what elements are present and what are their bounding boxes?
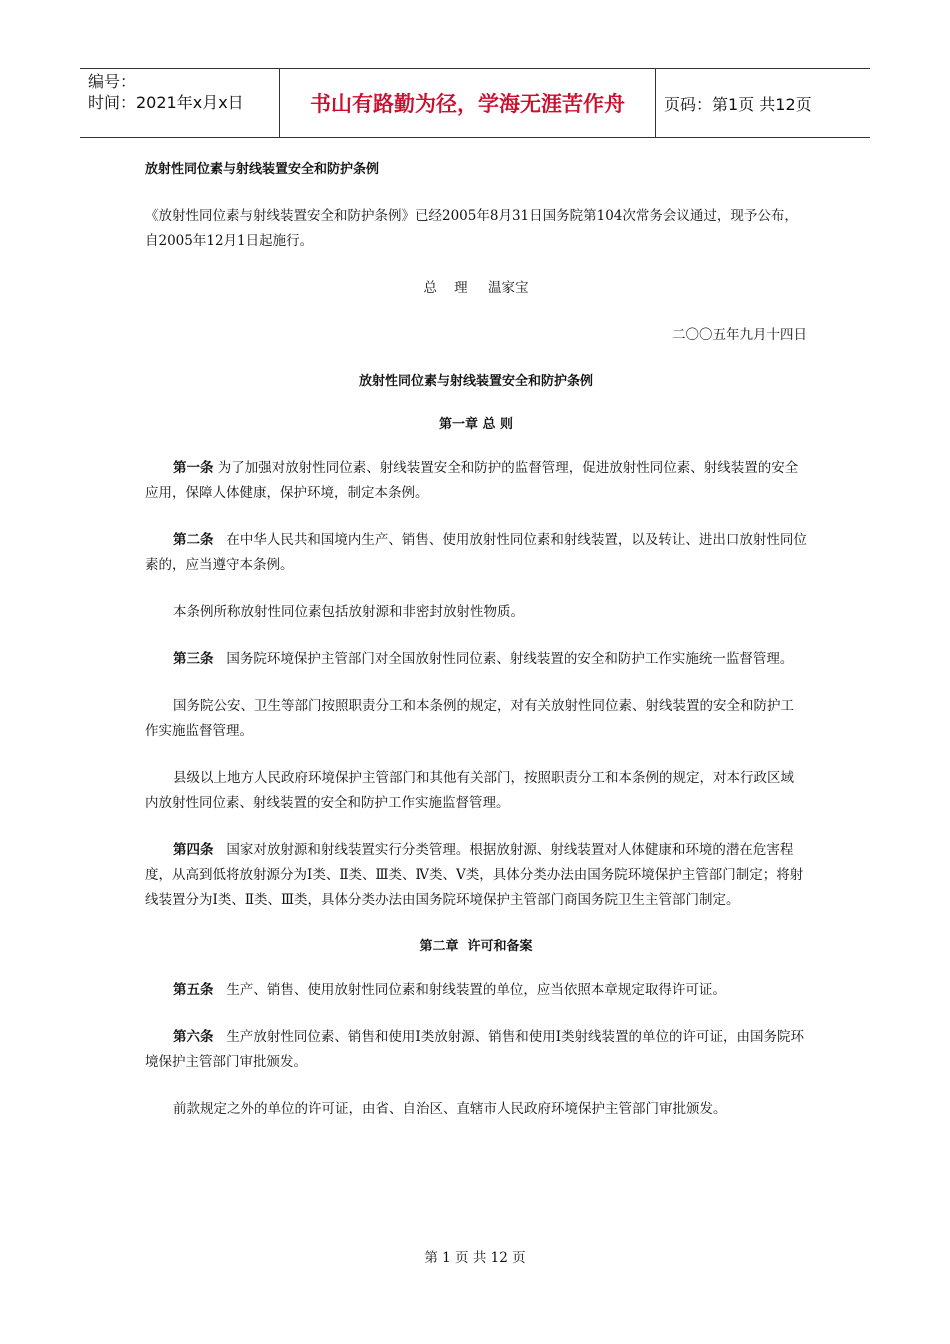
article-3-paragraph-3: 县级以上地方人民政府环境保护主管部门和其他有关部门，按照职责分工和本条例的规定，对本行政区域内放射性同位素、射线装置的安全和防护工作实施监督管理。 <box>145 770 794 811</box>
article-2-text: 在中华人民共和国境内生产、销售、使用放射性同位素和射线装置，以及转让、进出口放射性同位素的，应当遵守本条例。 <box>145 532 807 573</box>
article-2-label: 第二条 <box>173 532 214 548</box>
article-2 <box>145 528 807 578</box>
page-footer: 第 1 页 共 12 页 <box>424 1250 526 1266</box>
header-motto: 书山有路勤为径，学海无涯苦作舟 <box>280 69 656 137</box>
article-6-text: 生产放射性同位素、销售和使用Ⅰ类放射源、销售和使用Ⅰ类射线装置的单位的许可证，由国务院环境保护主管部门审批颁发。 <box>145 1029 805 1070</box>
document-time-label: 时间：2021年x月x日 <box>88 93 244 112</box>
article-3-paragraph-2: 国务院公安、卫生等部门按照职责分工和本条例的规定，对有关放射性同位素、射线装置的安全和防护工作实施监督管理。 <box>145 698 794 739</box>
article-1-text: 为了加强对放射性同位素、射线装置安全和防护的监督管理，促进放射性同位素、射线装置的安全应用，保障人体健康，保护环境，制定本条例。 <box>145 460 799 501</box>
header-page-info: 页码：第1页 共12页 <box>664 94 812 114</box>
chapter-2-heading: 第二章 许可和备案 <box>419 939 533 954</box>
document-number-label: 编号： <box>88 72 137 91</box>
signature-date: 二〇〇五年九月十四日 <box>672 327 807 343</box>
article-2-paragraph-2: 本条例所称放射性同位素包括放射源和非密封放射性物质。 <box>173 604 524 620</box>
article-5-text: 生产、销售、使用放射性同位素和射线装置的单位，应当依照本章规定取得许可证。 <box>226 982 726 998</box>
document-body <box>145 158 807 1144</box>
main-title: 放射性同位素与射线装置安全和防护条例 <box>358 374 593 389</box>
article-4 <box>145 838 807 913</box>
article-4-label: 第四条 <box>173 842 214 858</box>
signature-name: 温家宝 <box>487 280 529 296</box>
article-3-text: 国务院环境保护主管部门对全国放射性同位素、射线装置的安全和防护工作实施统一监督管理。 <box>226 651 794 667</box>
article-5-label: 第五条 <box>173 982 214 998</box>
article-6 <box>145 1025 807 1075</box>
article-6-label: 第六条 <box>173 1029 214 1045</box>
article-6-paragraph-2: 前款规定之外的单位的许可证，由省、自治区、直辖市人民政府环境保护主管部门审批颁发。 <box>173 1101 727 1117</box>
article-3 <box>145 647 807 672</box>
document-title: 放射性同位素与射线装置安全和防护条例 <box>145 162 380 177</box>
header-table <box>80 68 870 138</box>
article-1 <box>145 456 807 506</box>
header-meta <box>80 69 280 137</box>
signature-line <box>145 276 807 301</box>
article-4-text: 国家对放射源和射线装置实行分类管理。根据放射源、射线装置对人体健康和环境的潜在危害程度，从高到低将放射源分为Ⅰ类、Ⅱ类、Ⅲ类、Ⅳ类、Ⅴ类，具体分类办法由国务院环境保护主管部门制定；将射线装置分为Ⅰ类、Ⅱ类、Ⅲ类，具体分类办法由国务院环境保护主管部门商国务院卫生主管部门制定。 <box>145 842 804 908</box>
article-5 <box>145 978 807 1003</box>
signature-title: 总 理 <box>423 280 468 296</box>
article-1-label: 第一条 <box>173 460 214 476</box>
article-3-label: 第三条 <box>173 651 214 667</box>
chapter-1-heading: 第一章 总 则 <box>438 417 514 432</box>
intro-paragraph: 《放射性同位素与射线装置安全和防护条例》已经2005年8月31日国务院第104次常务会议通过，现予公布，自2005年12月1日起施行。 <box>145 208 798 249</box>
